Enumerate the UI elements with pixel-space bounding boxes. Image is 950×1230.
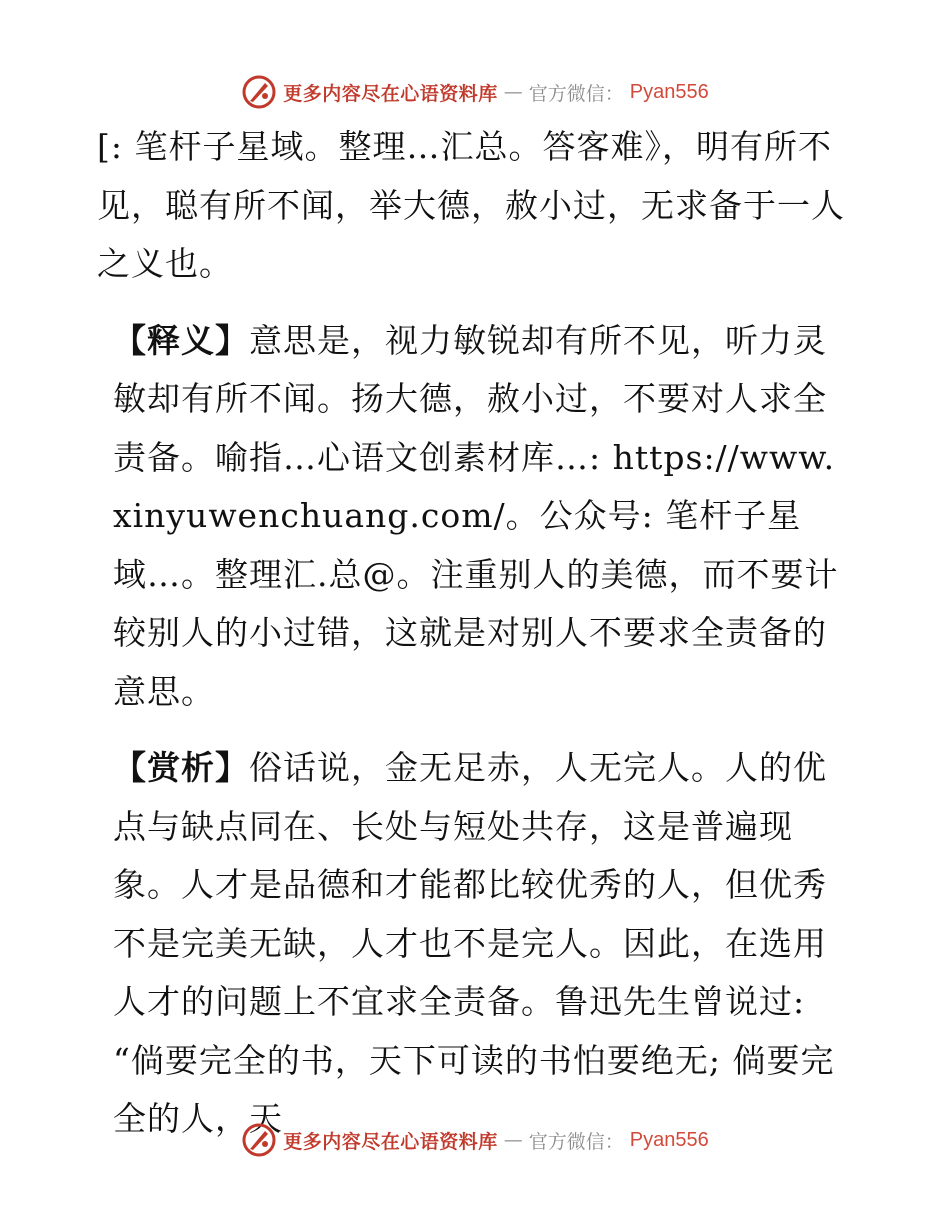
paragraph-text: 意思是，视力敏锐却有所不见，听力灵敏却有所不闻。扬大德，赦小过，不要对人求全责备。喻指…心语文创素材库…: https://www.xinyuwenchuang.com/。公众号: 笔杆子星域…。整理汇.总@。注重别人的美德，而不要计较别人的小过错，这就是对别人不要求全责备的意思。: [113, 320, 839, 711]
header-watermark: [0, 70, 950, 114]
watermark-separator: —: [503, 81, 523, 103]
watermark-brand: 更多内容尽在心语资料库: [283, 1130, 498, 1153]
quill-logo-icon: [241, 1122, 277, 1158]
watermark-brand: 更多内容尽在心语资料库: [283, 82, 498, 105]
quill-logo-icon: [241, 74, 277, 110]
paragraph-appreciation: [97, 739, 849, 1149]
section-tag-interpretation: 【释义】: [113, 320, 249, 360]
watermark-separator: —: [503, 1129, 523, 1151]
paragraph-text: 俗话说，金无足赤，人无完人。人的优点与缺点同在、长处与短处共存，这是普遍现象。人才是品德和才能都比较优秀的人，但优秀不是完美无缺，人才也不是完人。因此，在选用人才的问题上不宜求全责备。鲁迅先生曾说过: “倘要完全的书，天下可读的书怕要绝无; 倘要完全的人，天: [113, 748, 835, 1138]
watermark-label: 官方微信：: [528, 82, 624, 105]
watermark-wechat-id: Pyan556: [629, 80, 709, 103]
section-tag-appreciation: 【赏析】: [113, 748, 249, 787]
watermark-label: 官方微信：: [528, 1130, 624, 1153]
footer-watermark: [0, 1118, 950, 1162]
paragraph-quote: [97, 118, 849, 294]
document-body: [97, 118, 849, 1167]
watermark-wechat-id: Pyan556: [629, 1128, 709, 1151]
paragraph-interpretation: [97, 312, 849, 722]
paragraph-text: [: 笔杆子星域。整理…汇总。答客难》，明有所不见，聪有所不闻，举大德，赦小过，无求备于一人之义也。: [97, 127, 845, 283]
